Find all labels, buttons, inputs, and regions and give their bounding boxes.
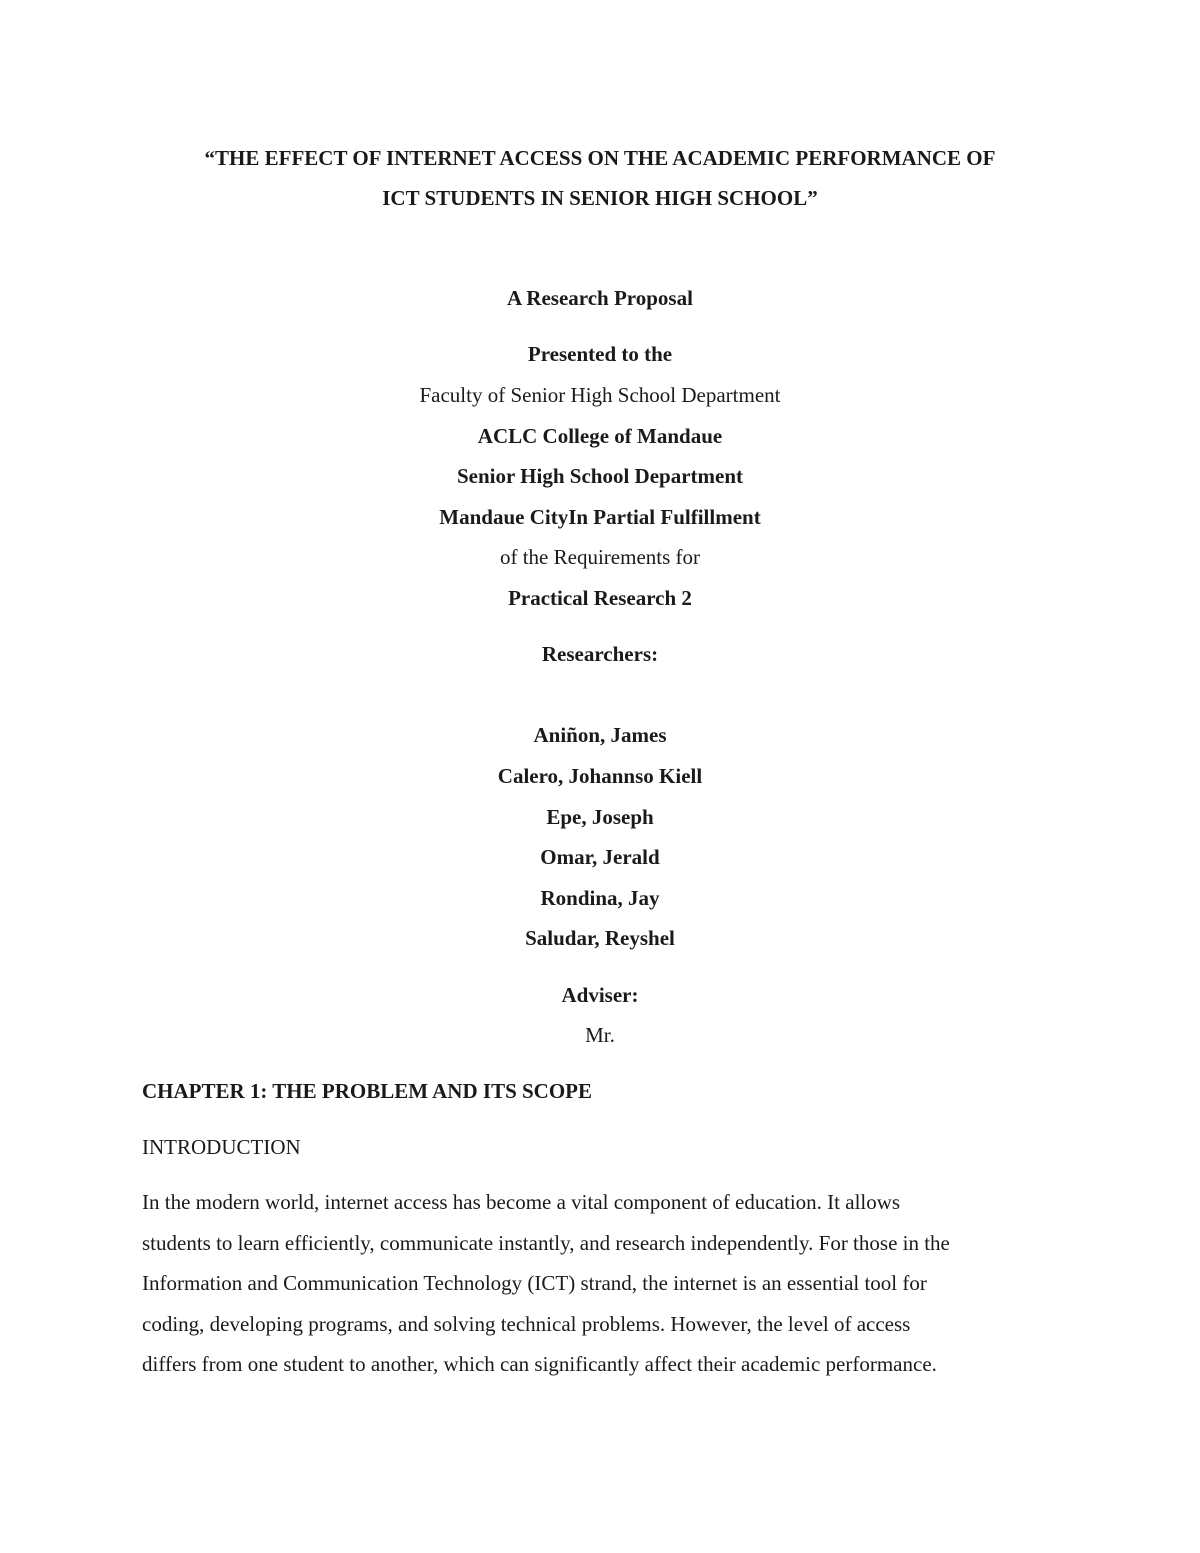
department-line: Senior High School Department: [456, 464, 744, 488]
faculty-line: Faculty of Senior High School Department: [419, 383, 781, 407]
researcher-name: Calero, Johannso Kiell: [497, 764, 703, 788]
researchers-heading: Researchers:: [541, 642, 659, 666]
introduction-paragraph: [142, 1182, 1062, 1385]
chapter-heading: CHAPTER 1: THE PROBLEM AND ITS SCOPE: [142, 1079, 593, 1103]
paragraph-line: In the modern world, internet access has become a vital component of education. It allows: [142, 1190, 901, 1214]
researcher-name: Rondina, Jay: [540, 886, 660, 910]
course-line: Practical Research 2: [508, 586, 692, 610]
paragraph-line: Information and Communication Technology (ICT) strand, the internet is an essential tool for: [142, 1271, 927, 1296]
requirements-line: of the Requirements for: [499, 545, 701, 569]
researcher-name: Epe, Joseph: [546, 805, 654, 829]
city-fulfillment-line: Mandaue CityIn Partial Fulfillment: [439, 505, 761, 529]
paragraph-line: students to learn efficiently, communicate instantly, and research independently. For those in the: [142, 1230, 950, 1255]
researcher-name: Aniñon, James: [533, 723, 667, 747]
adviser-name: Mr.: [585, 1023, 615, 1047]
college-line: ACLC College of Mandaue: [477, 424, 723, 448]
adviser-heading: Adviser:: [561, 983, 639, 1007]
title-line-2: ICT STUDENTS IN SENIOR HIGH SCHOOL”: [382, 186, 818, 210]
section-heading: INTRODUCTION: [142, 1135, 301, 1159]
title-line-1: “THE EFFECT OF INTERNET ACCESS ON THE ACADEMIC PERFORMANCE OF: [204, 146, 996, 170]
presented-to: Presented to the: [527, 342, 673, 366]
researcher-name: Omar, Jerald: [540, 845, 660, 869]
paragraph-line: coding, developing programs, and solving technical problems. However, the level of access: [142, 1311, 911, 1336]
proposal-type: A Research Proposal: [507, 286, 693, 310]
paragraph-line: differs from one student to another, which can significantly affect their academic performance.: [142, 1352, 937, 1377]
researcher-name: Saludar, Reyshel: [525, 926, 675, 950]
